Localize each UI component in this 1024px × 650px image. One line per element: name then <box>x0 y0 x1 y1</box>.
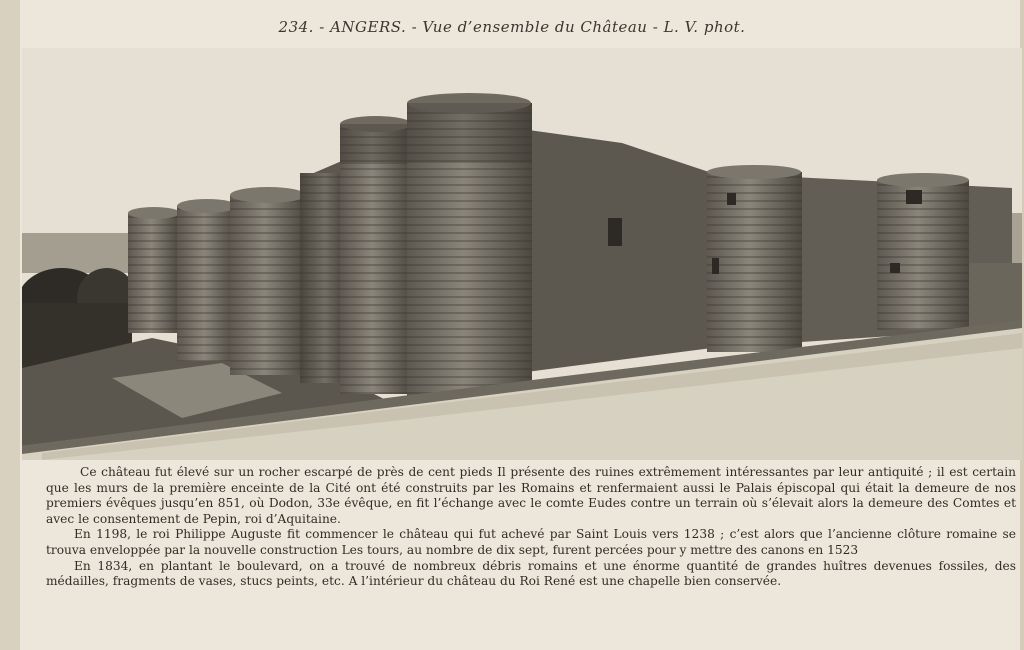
tower-2 <box>177 199 237 361</box>
description-text <box>46 465 1016 590</box>
tower-6-main <box>407 93 532 403</box>
tower-8 <box>877 173 969 330</box>
caption-sep-2: - <box>411 18 423 36</box>
postcard-left-edge <box>0 0 20 650</box>
caption-sep-3: - <box>652 18 664 36</box>
tower-7 <box>707 165 802 352</box>
caption-photographer: L. V. phot. <box>663 18 746 36</box>
tower-3 <box>230 187 306 375</box>
description-paragraph-2: En 1198, le roi Philippe Auguste fit commencer le château qui fut achevé par Saint Louis vers 1238 ; c’est alors que l’ancienne clôture romaine se trouva enveloppée par la nouvelle construction Les tours, au nombre de dix sept, furent percées pour y mettre des canons en 1523 <box>46 527 1016 557</box>
wall-window <box>608 218 622 246</box>
tower-5 <box>340 116 412 394</box>
description-paragraph-3: En 1834, en plantant le boulevard, on a trouvé de nombreux débris romains et une énorme quantité de grandes huîtres devenues fossiles, des médailles, fragments de vases, stucs peints, etc. A l’intérieur du château du Roi René est une chapelle bien conservée. <box>46 558 1016 589</box>
description-paragraph-1: Ce château fut élevé sur un rocher escarpé de près de cent pieds Il présente des ruines extrêmement intéressantes par leur antiquité ; il est certain que les murs de la première enceinte de la Cité ont été construits par les Romains et renfermaient aussi le Palais épiscopal qui était la demeure de nos premiers évêques jusqu’en 851, où Dodon, 33e évêque, en fit l’échange avec le comte Eudes contre un terrain où s’élevait alors la demeure des Comtes et avec le consentement de Pepin, roi d’Aquitaine. <box>46 465 1016 526</box>
caption-number: 234. <box>278 18 314 36</box>
caption-sep-1: - <box>319 18 331 36</box>
postcard-caption <box>0 18 1024 36</box>
caption-city: ANGERS. <box>330 18 407 36</box>
tower-1 <box>128 207 180 333</box>
castle-photograph <box>22 48 1022 460</box>
distant-town-left <box>22 233 132 273</box>
caption-subject: Vue d’ensemble du Château <box>422 18 648 36</box>
